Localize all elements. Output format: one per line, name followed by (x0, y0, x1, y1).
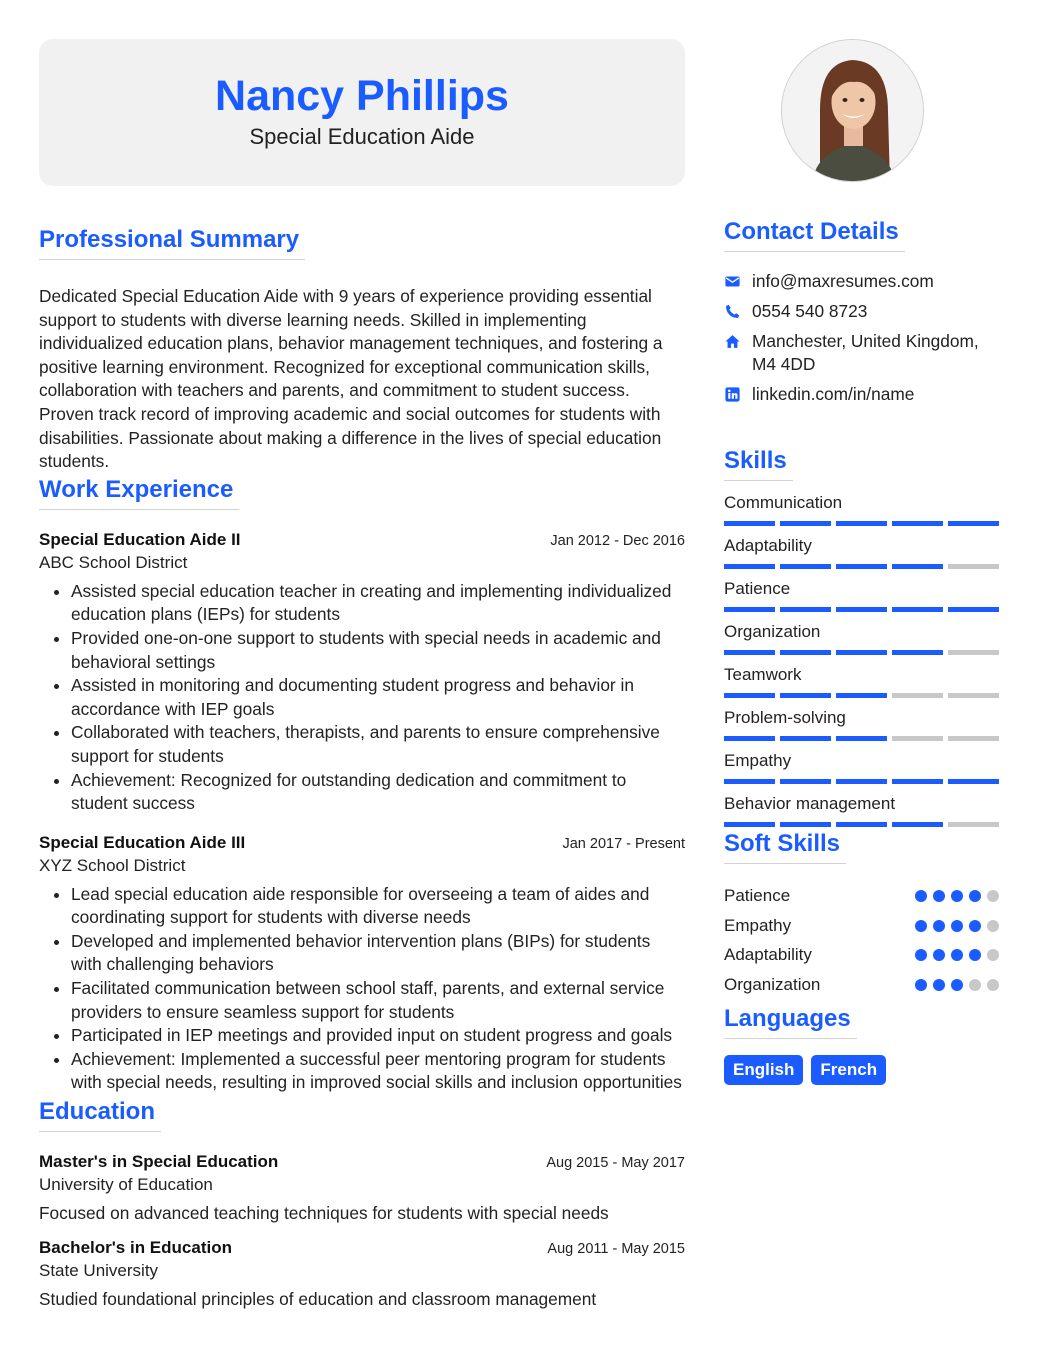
soft-skill-dot (987, 890, 999, 902)
skill-level-bar (724, 564, 999, 569)
soft-skill-dot (951, 920, 963, 932)
job-role: Special Education Aide II (39, 529, 241, 549)
job-bullet: • Developed and implemented behavior intervention plans (BIPs) for students with challenging behaviors (71, 930, 685, 977)
skill-bar-segment (780, 521, 831, 526)
contact-linkedin[interactable] (724, 383, 1001, 406)
skill-bar-segment (892, 521, 943, 526)
skill-level-bar (724, 607, 999, 612)
job-company: ABC School District (39, 552, 188, 572)
skill-bar-segment (836, 822, 887, 827)
skill-bar-segment (892, 650, 943, 655)
profile-photo (781, 39, 924, 182)
skill-level-bar (724, 736, 999, 741)
contact-address-text: Manchester, United Kingdom, M4 4DD (752, 331, 979, 374)
soft-skill-dots (915, 890, 1001, 902)
soft-skill-dot (933, 949, 945, 961)
skill-level-bar (724, 693, 999, 698)
skill-bar-segment (836, 607, 887, 612)
job-bullet: • Facilitated communication between school staff, parents, and external service providers to ensure seamless support for students (71, 977, 685, 1024)
soft-skill-dot (915, 949, 927, 961)
soft-skill-item (724, 940, 1001, 970)
home-icon (724, 330, 752, 353)
language-chip: French (811, 1055, 886, 1085)
skill-bar-segment (892, 564, 943, 569)
education-entry (39, 1152, 685, 1224)
skill-bar-segment (948, 736, 999, 741)
skill-name: Organization (724, 622, 821, 641)
skill-bar-segment (724, 650, 775, 655)
soft-skill-dot (915, 979, 927, 991)
soft-skill-dots (915, 920, 1001, 932)
candidate-name: Nancy Phillips (215, 72, 509, 120)
skills-heading: Skills (724, 447, 793, 481)
skills-list (724, 492, 1001, 827)
skill-name: Adaptability (724, 536, 812, 555)
soft-skill-dot (987, 949, 999, 961)
job-bullet: • Provided one-on-one support to students with special needs in academic and behavioral settings (71, 627, 685, 674)
school: State University (39, 1261, 159, 1281)
contact-phone[interactable] (724, 300, 1001, 323)
soft-skill-dot (969, 979, 981, 991)
soft-skill-dot (951, 890, 963, 902)
skill-bar-segment (724, 564, 775, 569)
education-desc: Studied foundational principles of education and classroom management (39, 1289, 597, 1310)
skill-bar-segment (948, 650, 999, 655)
soft-skill-name: Patience (724, 885, 791, 905)
soft-skill-name: Empathy (724, 915, 792, 935)
soft-skill-name: Organization (724, 974, 821, 994)
school: University of Education (39, 1175, 213, 1195)
summary-text: Dedicated Special Education Aide with 9 years of experience providing essential support to students with diverse learning needs. Skilled in implementing individualized education plans, behavior management techniques, and fostering a positive learning environment. Recognized for exceptional communication skills, collaboration with teachers and parents, and commitment to student success. Proven track record of improving academic and social outcomes for students with disabilities. Passionate about making a difference in the lives of special education students. (39, 286, 663, 472)
skill-item (724, 578, 1001, 612)
skill-bar-segment (724, 736, 775, 741)
contact-heading: Contact Details (724, 218, 905, 252)
skill-bar-segment (836, 521, 887, 526)
skill-item (724, 707, 1001, 741)
skill-bar-segment (892, 607, 943, 612)
skill-bar-segment (780, 693, 831, 698)
skill-bar-segment (892, 736, 943, 741)
contact-email-text: info@maxresumes.com (752, 271, 934, 291)
linkedin-icon (724, 383, 752, 406)
skill-bar-segment (724, 822, 775, 827)
envelope-icon (724, 270, 752, 293)
skill-bar-segment (948, 822, 999, 827)
skill-level-bar (724, 650, 999, 655)
languages-heading: Languages (724, 1005, 857, 1039)
skill-level-bar (724, 521, 999, 526)
job-bullet: • Assisted special education teacher in creating and implementing individualized education plans (IEPs) for students (71, 580, 685, 627)
skill-item (724, 535, 1001, 569)
job-role: Special Education Aide III (39, 832, 246, 852)
candidate-title: Special Education Aide (249, 124, 475, 149)
skill-bar-segment (948, 521, 999, 526)
skill-bar-segment (836, 650, 887, 655)
skill-bar-segment (724, 779, 775, 784)
phone-icon (724, 300, 752, 323)
degree: Bachelor's in Education (39, 1238, 232, 1258)
skill-bar-segment (836, 779, 887, 784)
skill-bar-segment (780, 607, 831, 612)
job-entry (39, 530, 685, 816)
skill-item (724, 793, 1001, 827)
work-heading: Work Experience (39, 476, 239, 510)
skill-bar-segment (780, 822, 831, 827)
skill-level-bar (724, 779, 999, 784)
contact-address (724, 330, 1001, 376)
skill-level-bar (724, 822, 999, 827)
soft-skill-item (724, 970, 1001, 1000)
soft-skill-dot (969, 920, 981, 932)
resume-header (39, 39, 685, 186)
job-bullets (39, 580, 685, 816)
soft-skill-dot (969, 949, 981, 961)
skill-item (724, 492, 1001, 526)
skill-name: Teamwork (724, 665, 802, 684)
skill-name: Patience (724, 579, 791, 598)
skill-bar-segment (724, 607, 775, 612)
skill-bar-segment (724, 693, 775, 698)
education-entry (39, 1238, 685, 1310)
soft-skill-dots (915, 949, 1001, 961)
job-date: Jan 2012 - Dec 2016 (550, 532, 685, 549)
skill-name: Behavior management (724, 794, 896, 813)
job-bullet: • Participated in IEP meetings and provided input on student progress and goals (71, 1024, 685, 1048)
job-date: Jan 2017 - Present (562, 835, 685, 852)
language-chip: English (724, 1055, 803, 1085)
degree: Master's in Special Education (39, 1152, 279, 1172)
soft-skill-dot (915, 920, 927, 932)
soft-skill-dot (987, 979, 999, 991)
skill-bar-segment (780, 650, 831, 655)
profile-avatar-icon (782, 40, 924, 182)
skill-bar-segment (892, 693, 943, 698)
contact-email[interactable] (724, 270, 1001, 293)
skill-bar-segment (836, 693, 887, 698)
soft-skill-dot (951, 949, 963, 961)
job-bullet: • Collaborated with teachers, therapists, and parents to ensure comprehensive support for students (71, 721, 685, 768)
soft-skill-name: Adaptability (724, 945, 812, 965)
education-heading: Education (39, 1098, 161, 1132)
soft-skills-list (724, 881, 1001, 1000)
education-date: Aug 2011 - May 2015 (547, 1241, 685, 1258)
soft-skill-item (724, 881, 1001, 911)
skill-item (724, 621, 1001, 655)
skill-bar-segment (836, 736, 887, 741)
skill-bar-segment (836, 564, 887, 569)
sidebar-column (724, 39, 1001, 1085)
education-date: Aug 2015 - May 2017 (546, 1155, 685, 1172)
soft-skill-dot (933, 920, 945, 932)
skill-bar-segment (892, 779, 943, 784)
skill-bar-segment (948, 693, 999, 698)
education-desc: Focused on advanced teaching techniques for students with special needs (39, 1203, 609, 1224)
soft-skill-dot (969, 890, 981, 902)
skill-bar-segment (892, 822, 943, 827)
soft-skill-dot (951, 979, 963, 991)
languages-list (724, 1055, 1001, 1085)
soft-skills-heading: Soft Skills (724, 830, 846, 864)
skill-bar-segment (948, 607, 999, 612)
job-bullet: • Achievement: Recognized for outstanding dedication and commitment to student success (71, 769, 685, 816)
contact-linkedin-text: linkedin.com/in/name (752, 384, 915, 404)
soft-skill-dots (915, 979, 1001, 991)
main-column (39, 39, 685, 1310)
soft-skill-dot (933, 979, 945, 991)
job-bullet: • Assisted in monitoring and documenting student progress and behavior in accordance with IEP goals (71, 674, 685, 721)
skill-bar-segment (780, 736, 831, 741)
contact-phone-text: 0554 540 8723 (752, 301, 868, 321)
skill-bar-segment (948, 779, 999, 784)
job-company: XYZ School District (39, 855, 186, 875)
job-bullets (39, 883, 685, 1095)
skill-bar-segment (780, 779, 831, 784)
soft-skill-dot (933, 890, 945, 902)
summary-heading: Professional Summary (39, 226, 305, 260)
contact-list (724, 270, 1001, 406)
skill-name: Problem-solving (724, 708, 846, 727)
soft-skill-dot (915, 890, 927, 902)
skill-item (724, 750, 1001, 784)
skill-item (724, 664, 1001, 698)
job-bullet: • Achievement: Implemented a successful peer mentoring program for students with special needs, resulting in improved social skills and inclusion opportunities (71, 1048, 685, 1095)
job-entry (39, 833, 685, 1095)
skill-name: Empathy (724, 751, 792, 770)
soft-skill-dot (987, 920, 999, 932)
skill-bar-segment (948, 564, 999, 569)
soft-skill-item (724, 911, 1001, 941)
skill-bar-segment (724, 521, 775, 526)
skill-bar-segment (780, 564, 831, 569)
job-bullet: • Lead special education aide responsible for overseeing a team of aides and coordinating support for students with diverse needs (71, 883, 685, 930)
skill-name: Communication (724, 493, 843, 512)
